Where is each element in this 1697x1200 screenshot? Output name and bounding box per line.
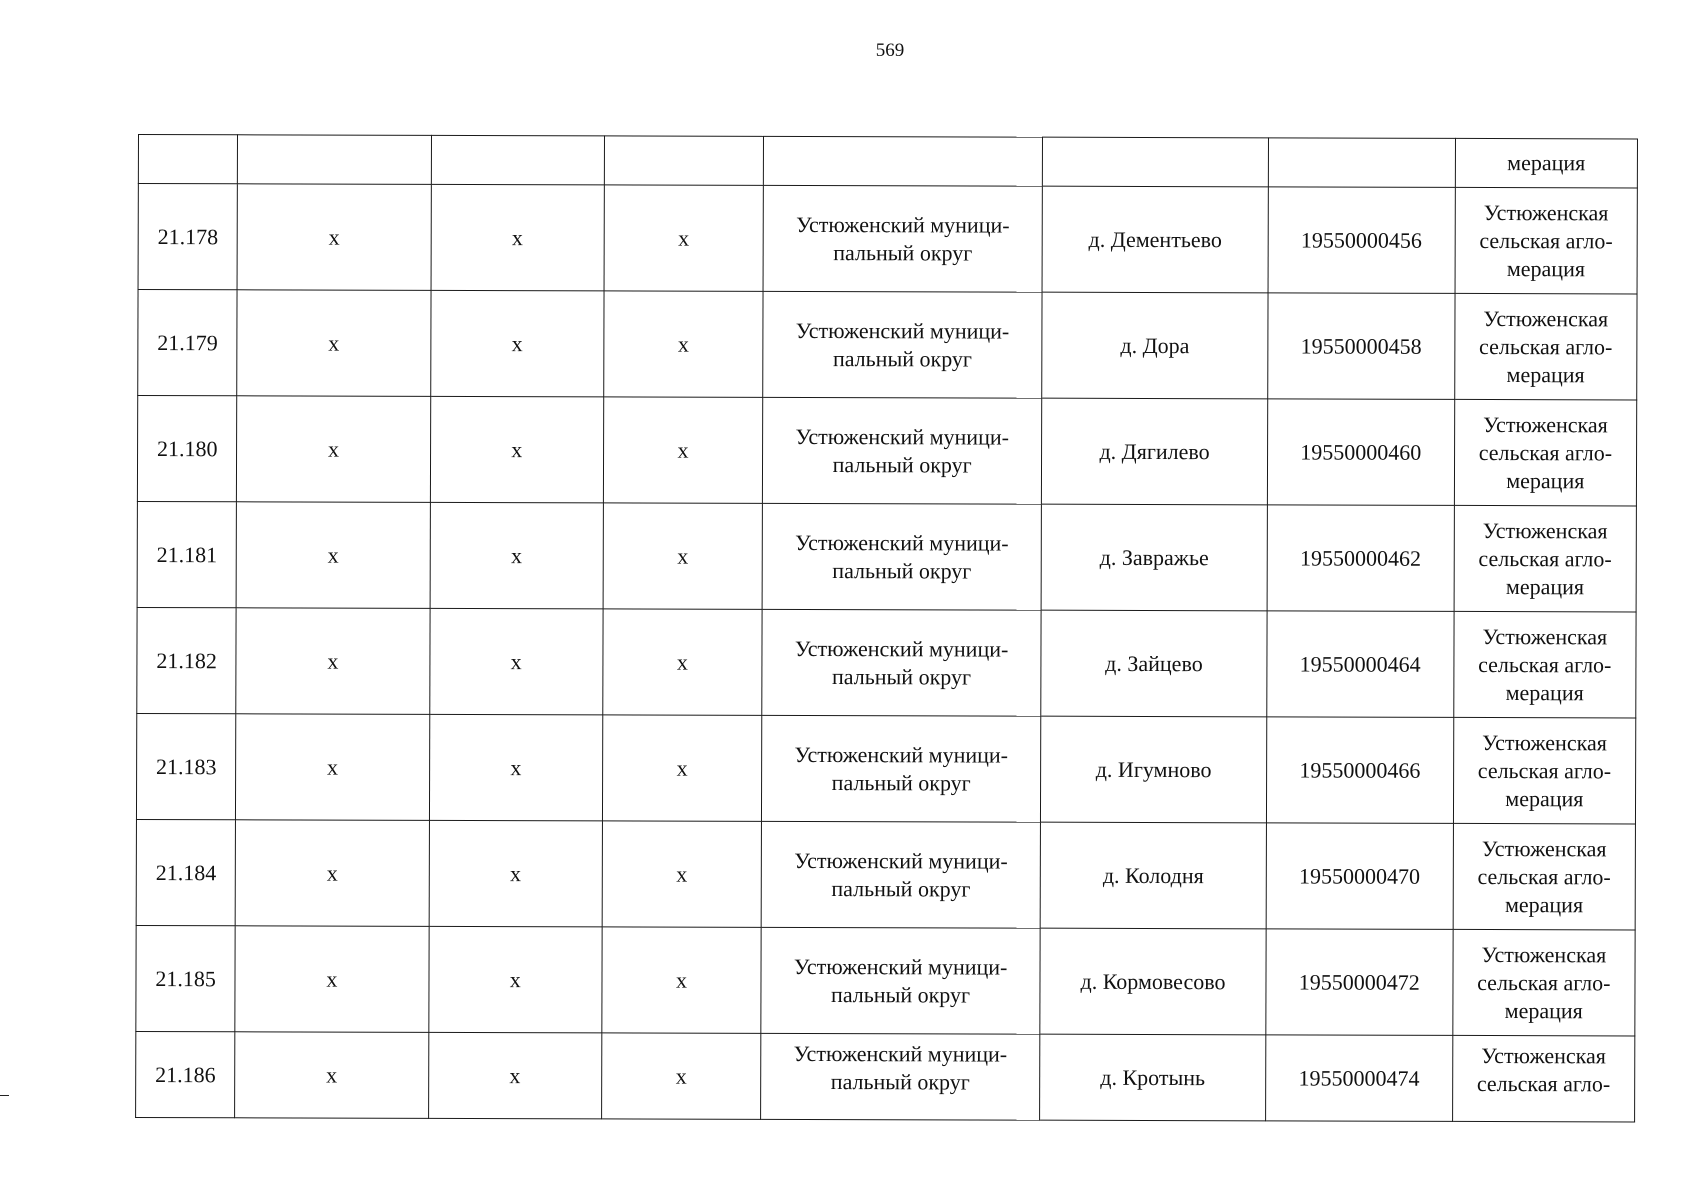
cell-num: 21.182	[137, 607, 237, 713]
cell-col4: x	[603, 609, 762, 715]
cell-num: 21.186	[136, 1031, 236, 1117]
municipality-line-2: пальный округ	[831, 875, 971, 901]
cell-code: 19550000470	[1266, 823, 1453, 930]
table-row	[138, 290, 1637, 400]
cell-agglomeration	[1453, 611, 1636, 718]
municipality-line-2: пальный округ	[832, 557, 972, 583]
agglomeration-line-2: сельская агло-	[1477, 863, 1611, 889]
cell-code: 19550000456	[1268, 187, 1455, 294]
cell-col3: x	[429, 820, 603, 927]
agglomeration-line-1: Устюженская	[1481, 1042, 1606, 1069]
agglomeration-line-1: Устюженская	[1483, 411, 1608, 437]
municipality-line-2: пальный округ	[831, 981, 971, 1007]
cell-col3: x	[428, 1032, 602, 1119]
cell-col3: x	[430, 502, 604, 609]
cell-col3: x	[430, 396, 604, 503]
table-row	[138, 184, 1637, 294]
municipality-line-2: пальный округ	[831, 663, 972, 689]
cell-col2: x	[236, 714, 430, 821]
cell-municipality	[763, 397, 1042, 504]
cell-col4: x	[602, 927, 761, 1033]
municipality-line-1: Устюженский муници-	[794, 635, 1009, 662]
cell-settlement: д. Кротынь	[1040, 1034, 1266, 1121]
cell-municipality	[761, 1033, 1040, 1120]
cell-code: 19550000466	[1266, 717, 1453, 824]
table-row	[137, 396, 1636, 506]
cell-col4: x	[604, 185, 763, 291]
agglomeration-line-3: мерация	[1505, 679, 1584, 705]
cell-settlement: д. Колодня	[1040, 822, 1266, 929]
cell-municipality	[763, 185, 1042, 292]
cell-code: 19550000464	[1267, 611, 1454, 718]
municipality-line-1: Устюженский муници-	[796, 211, 1010, 238]
table-row	[137, 501, 1636, 611]
cell-col4: x	[602, 821, 761, 927]
cell-col3: x	[429, 608, 603, 715]
agglomeration-line-3: мерация	[1506, 467, 1585, 493]
cell-col3	[431, 135, 605, 185]
cell-municipality	[763, 291, 1042, 398]
cell-col4: x	[602, 715, 761, 821]
cell-settlement: д. Кормовесово	[1040, 928, 1266, 1035]
cell-agglomeration	[1453, 823, 1636, 930]
cell-col2: x	[237, 184, 431, 291]
agglomeration-line-1: Устюженская	[1483, 199, 1609, 225]
cell-num	[138, 135, 237, 184]
table-row	[136, 713, 1635, 823]
table-row	[136, 1031, 1635, 1121]
agglomeration-line-1: Устюженская	[1481, 941, 1607, 967]
cell-col2: x	[235, 1032, 429, 1119]
table-row	[137, 607, 1636, 717]
agglomeration-line-2: сельская агло-	[1479, 333, 1613, 359]
cell-col4: x	[603, 397, 762, 503]
agglomeration-line-1: Устюженская	[1482, 729, 1607, 755]
agglomeration-line-3: мерация	[1504, 997, 1583, 1023]
municipality-line-1: Устюженский муници-	[794, 847, 1008, 874]
cell-municipality	[762, 503, 1041, 610]
cell-col3: x	[430, 290, 604, 397]
agglomeration-line-3: мерация	[1504, 891, 1584, 917]
municipality-line-1: Устюженский муници-	[795, 529, 1009, 556]
cell-agglomeration: мерация	[1455, 138, 1637, 188]
municipality-line-2: пальный округ	[832, 345, 972, 371]
agglomeration-line-3: мерация	[1505, 785, 1584, 811]
agglomeration-line-2: сельская агло-	[1478, 545, 1612, 571]
cell-agglomeration	[1455, 187, 1638, 294]
agglomeration-line-3: мерация	[1505, 573, 1585, 599]
cell-agglomeration	[1454, 293, 1637, 400]
agglomeration-line-2: сельская агло-	[1479, 227, 1613, 253]
cell-col2	[238, 135, 431, 185]
municipality-line-2: пальный округ	[831, 769, 971, 795]
cell-settlement: д. Дементьево	[1042, 186, 1268, 293]
cell-code	[1268, 138, 1455, 188]
agglomeration-line-2: сельская агло-	[1477, 757, 1612, 783]
cell-municipality	[761, 821, 1040, 928]
cell-municipality	[763, 136, 1042, 186]
cell-col4	[604, 136, 763, 185]
agglomeration-line-1: Устюженская	[1483, 305, 1609, 331]
cell-settlement	[1043, 137, 1269, 187]
table-row	[136, 819, 1635, 929]
cell-col3: x	[428, 926, 602, 1033]
municipality-line-2: пальный округ	[832, 451, 972, 477]
cell-settlement: д. Дора	[1042, 292, 1268, 399]
agglomeration-line-1: Устюженская	[1482, 517, 1608, 543]
cell-col2: x	[237, 290, 431, 397]
agglomeration-line-1: Устюженская	[1481, 835, 1607, 861]
cell-col3: x	[429, 714, 603, 821]
cell-agglomeration	[1453, 717, 1636, 824]
cell-col2: x	[235, 926, 429, 1033]
cell-num: 21.178	[138, 184, 238, 290]
agglomeration-line-2: сельская агло-	[1478, 651, 1612, 677]
cell-code: 19550000462	[1267, 505, 1454, 612]
cell-col3: x	[431, 184, 605, 291]
cell-municipality	[762, 609, 1041, 716]
page-number: 569	[875, 40, 905, 61]
cell-code: 19550000474	[1265, 1035, 1452, 1122]
cell-agglomeration	[1453, 929, 1636, 1036]
agglomeration-line-3: мерация	[1506, 361, 1585, 387]
cell-code: 19550000458	[1268, 293, 1455, 400]
cell-num: 21.184	[136, 819, 236, 925]
cell-num: 21.180	[137, 396, 237, 502]
municipality-line-1: Устюженский муници-	[795, 317, 1010, 344]
cell-col2: x	[237, 396, 431, 503]
agglomeration-line-2: сельская агло-	[1477, 969, 1611, 995]
cell-num: 21.179	[138, 290, 238, 396]
cell-settlement: д. Игумново	[1041, 716, 1267, 823]
cell-agglomeration	[1454, 399, 1637, 506]
cell-col4: x	[603, 503, 762, 609]
municipality-line-1: Устюженский муници-	[793, 1040, 1008, 1067]
cell-col4: x	[602, 1033, 761, 1119]
cell-code: 19550000460	[1267, 399, 1454, 506]
continuation-row	[138, 135, 1637, 188]
table-row	[136, 925, 1635, 1035]
cell-settlement: д. Дягилево	[1042, 398, 1268, 505]
cell-col4: x	[604, 291, 763, 397]
agglomeration-line-3: мерация	[1506, 255, 1586, 281]
cell-settlement: д. Завражье	[1041, 504, 1267, 611]
municipality-line-1: Устюженский муници-	[793, 953, 1008, 980]
cell-agglomeration	[1452, 1035, 1635, 1122]
municipality-line-2: пальный округ	[833, 239, 973, 265]
cell-agglomeration	[1454, 505, 1637, 612]
agglomeration-line-1: Устюженская	[1482, 623, 1608, 649]
cell-municipality	[762, 715, 1041, 822]
cell-col2: x	[235, 820, 429, 927]
margin-mark	[0, 1095, 9, 1096]
cell-num: 21.185	[136, 925, 236, 1031]
municipality-line-1: Устюженский муници-	[795, 423, 1010, 450]
cell-col2: x	[236, 502, 430, 609]
cell-code: 19550000472	[1266, 929, 1453, 1036]
agglomeration-line-2: сельская агло-	[1476, 1070, 1611, 1097]
cell-municipality	[761, 927, 1040, 1034]
registry-table	[135, 134, 1638, 1122]
agglomeration-line-2: сельская агло-	[1478, 439, 1613, 465]
cell-num: 21.181	[137, 501, 237, 607]
cell-num: 21.183	[136, 713, 236, 819]
municipality-line-2: пальный округ	[830, 1069, 970, 1095]
cell-col2: x	[236, 608, 430, 715]
municipality-line-1: Устюженский муници-	[794, 741, 1009, 768]
cell-settlement: д. Зайцево	[1041, 610, 1267, 717]
